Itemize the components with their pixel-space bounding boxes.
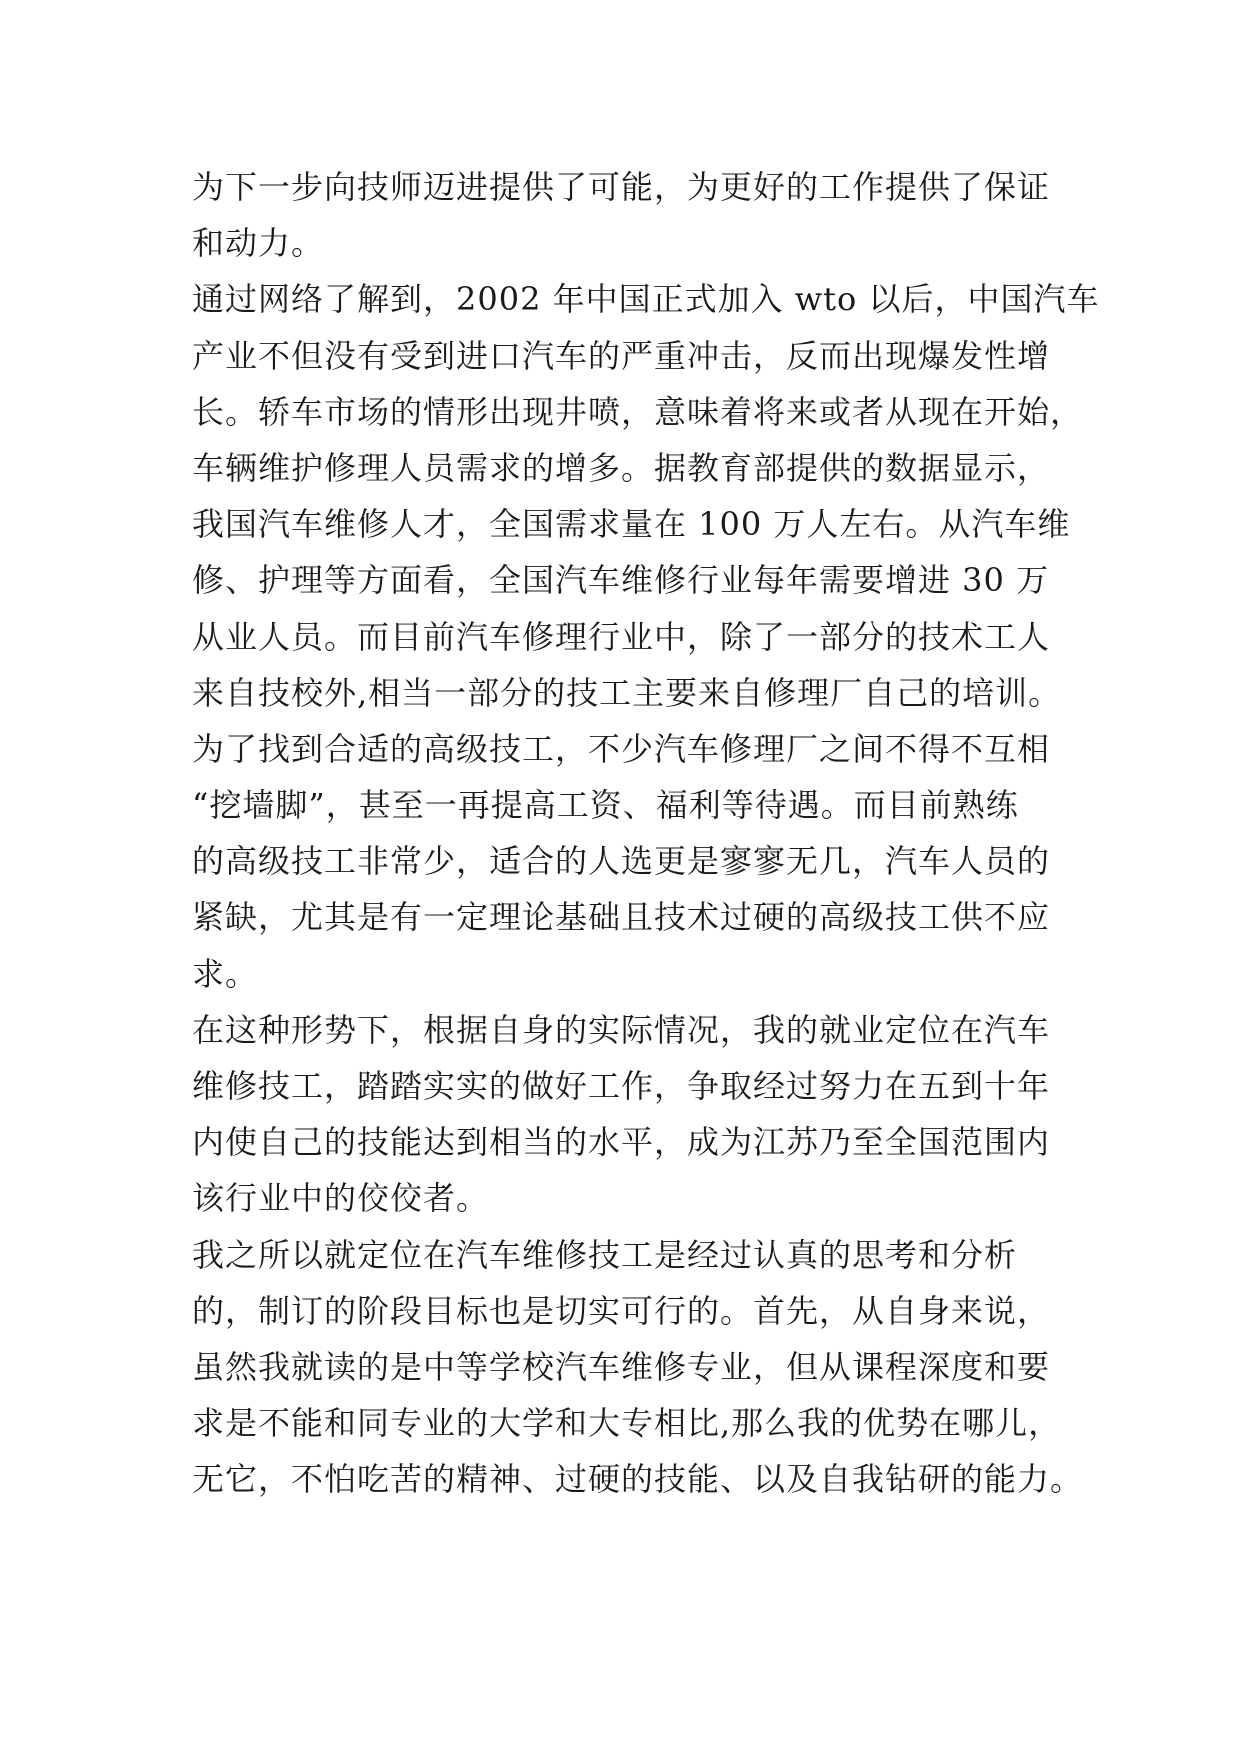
text-line: 求。: [192, 954, 259, 993]
text-line: 在这种形势下，根据自身的实际情况，我的就业定位在汽车: [192, 1010, 1051, 1049]
text-line: 的，制订的阶段目标也是切实可行的。首先，从自身来说，: [192, 1291, 1051, 1330]
text-line: 产业不但没有受到进口汽车的严重冲击，反而出现爆发性增: [192, 336, 1051, 375]
text-line: 虽然我就读的是中等学校汽车维修专业，但从课程深度和要: [192, 1347, 1051, 1386]
text-line: 求是不能和同专业的大学和大专相比,那么我的优势在哪儿，: [192, 1404, 1062, 1443]
text-line: 来自技校外,相当一部分的技工主要来自修理厂自己的培训。: [192, 673, 1062, 712]
text-line: 内使自己的技能达到相当的水平，成为江苏乃至全国范围内: [192, 1123, 1051, 1162]
text-line: 我国汽车维修人才，全国需求量在 100 万人左右。从汽车维: [192, 505, 1071, 544]
text-line: 维修技工，踏踏实实的做好工作，争取经过努力在五到十年: [192, 1067, 1051, 1105]
text-line: “挖墙脚”，甚至一再提高工资、福利等待遇。而目前熟练: [192, 786, 1019, 825]
text-line: 无它，不怕吃苦的精神、过硬的技能、以及自我钻研的能力。: [192, 1460, 1084, 1499]
text-line: 修、护理等方面看，全国汽车维修行业每年需要增进 30 万: [192, 561, 1050, 600]
text-line: 车辆维护修理人员需求的增多。据教育部提供的数据显示，: [192, 448, 1051, 487]
text-line: 和动力。: [192, 224, 325, 263]
text-line: 的高级技工非常少，适合的人选更是寥寥无几，汽车人员的: [192, 842, 1051, 881]
text-line: 该行业中的佼佼者。: [192, 1179, 490, 1218]
text-line: 为了找到合适的高级技工，不少汽车修理厂之间不得不互相: [192, 729, 1051, 768]
text-line: 长。轿车市场的情形出现井喷，意味着将来或者从现在开始，: [192, 392, 1084, 431]
text-line: 从业人员。而目前汽车修理行业中，除了一部分的技术工人: [192, 617, 1051, 656]
text-line: 我之所以就定位在汽车维修技工是经过认真的思考和分析: [192, 1235, 1018, 1274]
text-line: 通过网络了解到，2002 年中国正式加入 wto 以后，中国汽车: [192, 280, 1100, 319]
body-text: [192, 159, 1100, 1508]
text-line: 紧缺，尤其是有一定理论基础且技术过硬的高级技工供不应: [192, 898, 1051, 937]
text-line: 为下一步向技师迈进提供了可能，为更好的工作提供了保证: [192, 168, 1051, 206]
